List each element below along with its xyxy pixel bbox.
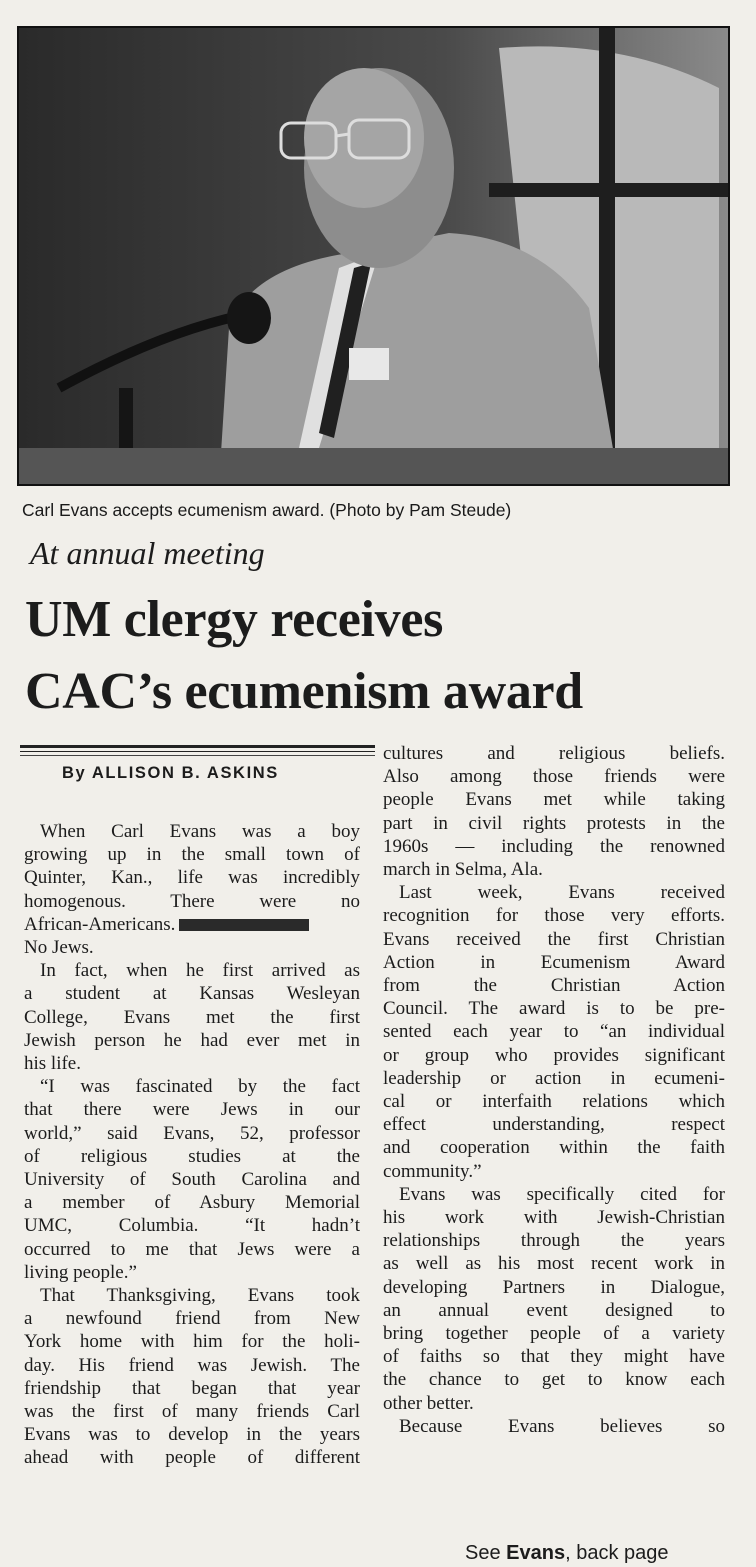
text-line: or group who provides significant xyxy=(383,1044,725,1066)
text-line: No Jews. xyxy=(24,937,94,959)
text-line: a student at Kansas Wesleyan xyxy=(24,983,360,1005)
speaker-photo-illustration xyxy=(19,28,728,484)
text-line: ahead with people of different xyxy=(24,1447,360,1469)
text-line: Evans was to develop in the years xyxy=(24,1424,360,1446)
text-line: was the first of many friends Carl xyxy=(24,1401,360,1423)
text-line: In fact, when he first arrived as xyxy=(40,960,360,982)
text-line: world,” said Evans, 52, professor xyxy=(24,1122,360,1144)
text-line: York home with him for the holi- xyxy=(24,1331,360,1353)
text-line: recognition for those very efforts. xyxy=(383,905,725,927)
text-line: cultures and religious beliefs. xyxy=(383,743,725,764)
text-line: cal or interfaith relations which xyxy=(383,1091,725,1113)
headline-line-1: UM clergy receives xyxy=(25,591,444,648)
article-byline: By ALLISON B. ASKINS xyxy=(62,764,279,782)
jump-suffix: , back page xyxy=(565,1542,669,1564)
article-kicker: At annual meeting xyxy=(30,535,265,571)
text-line: Jewish person he had ever met in xyxy=(24,1029,360,1051)
text-line: University of South Carolina and xyxy=(24,1169,360,1191)
text-line: growing up in the small town of xyxy=(24,844,360,866)
text-line: Evans received the first Christian xyxy=(383,928,725,950)
byline-rule xyxy=(20,745,375,748)
text-line: and cooperation within the faith xyxy=(383,1137,725,1159)
text-line: people Evans met while taking xyxy=(383,789,725,811)
text-line: community.” xyxy=(383,1160,482,1182)
continuation-jump-line xyxy=(465,1542,669,1565)
article-photo xyxy=(17,26,730,486)
article-headline xyxy=(25,584,583,728)
text-line: Action in Ecumenism Award xyxy=(383,951,725,973)
text-line: That Thanksgiving, Evans took xyxy=(40,1285,360,1307)
text-line: of faiths so that they might have xyxy=(383,1346,725,1368)
text-line: an annual event designed to xyxy=(383,1299,725,1321)
text-line: living people.” xyxy=(24,1261,137,1283)
text-line-redacted xyxy=(24,913,360,936)
article-column-1 xyxy=(24,820,360,1470)
jump-name: Evans xyxy=(506,1542,566,1564)
article-column-2 xyxy=(383,742,725,1438)
text-line: Also among those friends were xyxy=(383,766,725,788)
text-line: homogenous. There were no xyxy=(24,890,360,912)
byline-rule-thin-2 xyxy=(20,755,375,756)
text-line: friendship that began that year xyxy=(24,1377,360,1399)
text-line: relationships through the years xyxy=(383,1230,725,1252)
text-line: other better. xyxy=(383,1392,474,1414)
text-line: Council. The award is to be pre- xyxy=(383,998,725,1020)
text-line: Last week, Evans received xyxy=(399,882,725,904)
text-line: occurred to me that Jews were a xyxy=(24,1238,360,1260)
text-line: part in civil rights protests in the xyxy=(383,812,725,834)
text-line: day. His friend was Jewish. The xyxy=(24,1354,360,1376)
text-line: a member of Asbury Memorial xyxy=(24,1192,360,1214)
redaction-mark xyxy=(179,919,309,931)
text-line: “I was fascinated by the fact xyxy=(40,1076,360,1098)
text-line: of religious studies at the xyxy=(24,1145,360,1167)
text-line: his work with Jewish-Christian xyxy=(383,1207,725,1229)
text-line: his life. xyxy=(24,1053,81,1075)
text-line: UMC, Columbia. “It hadn’t xyxy=(24,1215,360,1237)
jump-prefix: See xyxy=(465,1542,507,1564)
text-line: Because Evans believes so xyxy=(399,1415,725,1437)
text-line: as well as his most recent work in xyxy=(383,1253,725,1275)
text-line: Quinter, Kan., life was incredibly xyxy=(24,867,360,889)
headline-line-2: CAC’s ecumenism award xyxy=(25,663,583,720)
text-line: a newfound friend from New xyxy=(24,1308,360,1330)
text-line: from the Christian Action xyxy=(383,975,725,997)
text-line: developing Partners in Dialogue, xyxy=(383,1276,725,1298)
text-line: leadership or action in ecumeni- xyxy=(383,1067,725,1089)
text-line: effect understanding, respect xyxy=(383,1114,725,1136)
text-line: College, Evans met the first xyxy=(24,1006,360,1028)
text-line: When Carl Evans was a boy xyxy=(40,821,360,842)
text-line: sented each year to “an individual xyxy=(383,1021,725,1043)
text-line: march in Selma, Ala. xyxy=(383,859,543,881)
text-line: Evans was specifically cited for xyxy=(399,1183,725,1205)
text-line: 1960s — including the renowned xyxy=(383,835,725,857)
photo-caption: Carl Evans accepts ecumenism award. (Photo by Pam Steude) xyxy=(22,500,512,520)
byline-rule-thin xyxy=(20,751,375,752)
text-line: the chance to get to know each xyxy=(383,1369,725,1391)
text-line: bring together people of a variety xyxy=(383,1323,725,1345)
text-line: that there were Jews in our xyxy=(24,1099,360,1121)
text-line: African-Americans. xyxy=(24,913,176,935)
